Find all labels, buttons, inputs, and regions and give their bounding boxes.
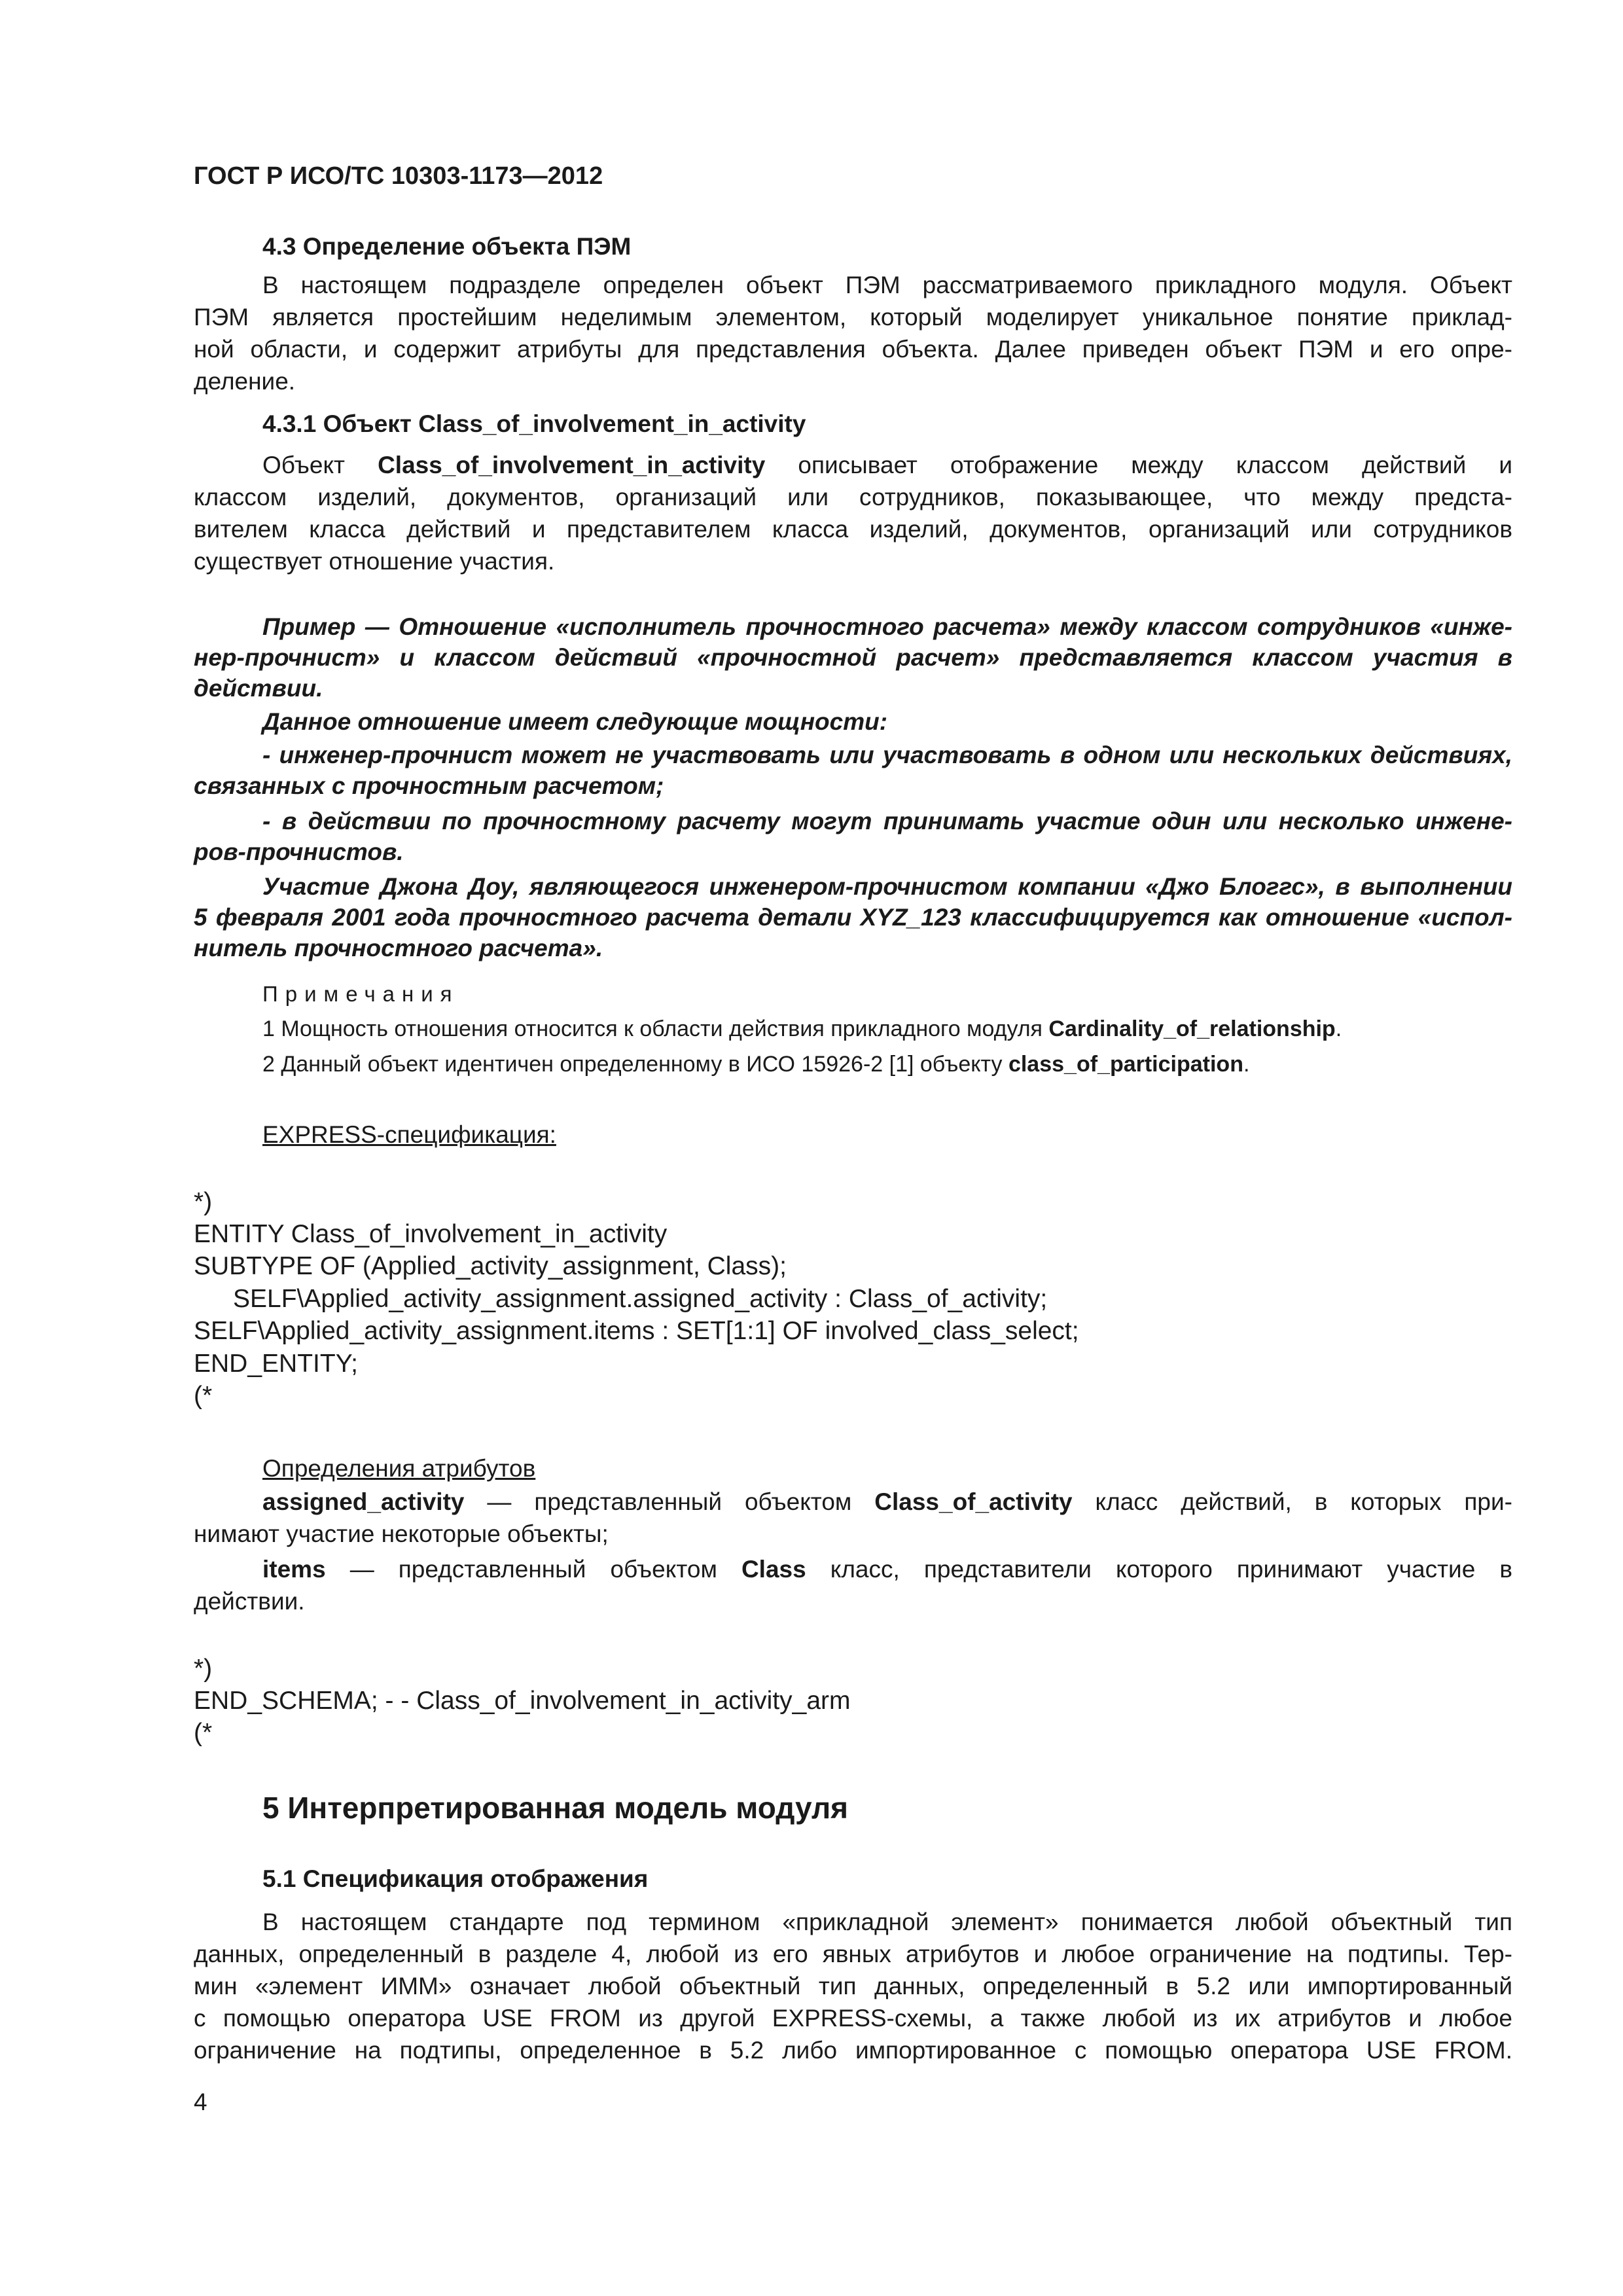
- section-5-heading: 5 Интерпретированная модель модуля: [262, 1791, 849, 1825]
- express-code-line: *): [194, 1188, 213, 1216]
- example-line: - инженер-прочнист может не участвовать или участвовать в одном или нескольких действиях,: [262, 742, 1512, 768]
- attribute-text: — представленный объектом: [325, 1556, 741, 1583]
- note-term: class_of_participation: [1008, 1052, 1243, 1077]
- express-code-line: ENTITY Class_of_involvement_in_activity: [194, 1220, 668, 1248]
- attribute-term: items: [262, 1556, 326, 1583]
- attribute-definition-line: [262, 1486, 1512, 1518]
- example-line: нер-прочнист» и классом действий «прочностной расчет» представляется классом участия в: [194, 644, 1512, 671]
- attribute-text: класс, представители которого принимают участие в: [806, 1556, 1512, 1583]
- attribute-term: assigned_activity: [262, 1488, 465, 1515]
- express-code-line: END_ENTITY;: [194, 1350, 359, 1378]
- para-text: описывает отображение между классом действий и: [798, 452, 1512, 478]
- section-5-1-para-line: данных, определенный в разделе 4, любой из его явных атрибутов и любое ограничение на подтипы. Тер-: [194, 1941, 1512, 1967]
- section-4-3-1-para-line: классом изделий, документов, организаций или сотрудников, показывающее, что между предста-: [194, 484, 1512, 511]
- attribute-definition-line: нимают участие некоторые объекты;: [194, 1520, 609, 1547]
- express-code-line: (*: [194, 1382, 213, 1410]
- note-text: 1 Мощность отношения относится к области действия прикладного модуля: [262, 1016, 1049, 1041]
- note-text: 2 Данный объект идентичен определенному в ИСО 15926-2 [1] объекту: [262, 1052, 1008, 1077]
- express-code-line: SUBTYPE OF (Applied_activity_assignment, Class);: [194, 1252, 787, 1280]
- attribute-text: класс действий, в которых при-: [1072, 1488, 1512, 1515]
- attributes-label: Определения атрибутов: [262, 1455, 536, 1482]
- attribute-definition-line: [262, 1553, 1512, 1585]
- note-term: Cardinality_of_relationship: [1048, 1016, 1336, 1041]
- section-5-1-heading: 5.1 Спецификация отображения: [262, 1865, 649, 1892]
- example-line: - в действии по прочностному расчету могут принимать участие один или несколько инжене-: [262, 808, 1512, 834]
- example-line: 5 февраля 2001 года прочностного расчета детали XYZ_123 классифицируется как отношение «испол-: [194, 904, 1512, 931]
- attribute-definition-line: действии.: [194, 1588, 305, 1615]
- schema-code-line: (*: [194, 1719, 213, 1747]
- note-end: .: [1243, 1052, 1250, 1077]
- section-4-3-para-line: ной области, и содержит атрибуты для представления объекта. Далее приведен объект ПЭМ и его опре-: [194, 336, 1512, 363]
- express-code-line: SELF\Applied_activity_assignment.assigned_activity : Class_of_activity;: [233, 1285, 1048, 1313]
- note-2: [262, 1049, 1512, 1081]
- express-spec-label: EXPRESS-спецификация:: [262, 1121, 556, 1148]
- section-5-1-para-line: В настоящем стандарте под термином «прикладной элемент» понимается любой объектный тип: [262, 1909, 1512, 1935]
- section-4-3-1-heading: [262, 408, 1512, 440]
- section-5-1-para-line: с помощью оператора USE FROM из другой EXPRESS-схемы, а также любой из их атрибутов и любое: [194, 2005, 1512, 2032]
- express-code-line: SELF\Applied_activity_assignment.items : SET[1:1] OF involved_class_select;: [194, 1317, 1079, 1345]
- heading-prefix: 4.3.1 Объект: [262, 410, 419, 437]
- heading-entity-name: Class_of_involvement_in_activity: [418, 410, 806, 437]
- section-4-3-1-para-line: вителем класса действий и представителем класса изделий, документов, организаций или сотрудников: [194, 516, 1512, 543]
- example-line: связанных с прочностным расчетом;: [194, 772, 664, 799]
- example-line: нитель прочностного расчета».: [194, 935, 603, 961]
- section-4-3-para-line: деление.: [194, 368, 296, 395]
- attribute-ref: Class: [741, 1556, 806, 1583]
- example-line: ров-прочнистов.: [194, 838, 404, 865]
- para-word: Объект: [262, 452, 345, 478]
- schema-code-line: END_SCHEMA; - - Class_of_involvement_in_activity_arm: [194, 1687, 851, 1715]
- note-end: .: [1335, 1016, 1342, 1041]
- page-number: 4: [194, 2089, 207, 2115]
- example-line: Данное отношение имеет следующие мощности:: [262, 708, 888, 735]
- schema-code-line: *): [194, 1655, 213, 1683]
- notes-title: Примечания: [262, 982, 459, 1006]
- section-4-3-1-para-line: существует отношение участия.: [194, 548, 555, 575]
- document-number-header: ГОСТ Р ИСО/ТС 10303-1173—2012: [194, 162, 603, 190]
- attribute-ref: Class_of_activity: [874, 1488, 1073, 1515]
- attribute-text: — представленный объектом: [464, 1488, 875, 1515]
- section-4-3-para-line: ПЭМ является простейшим неделимым элементом, который моделирует уникальное понятие приклад-: [194, 304, 1512, 331]
- example-line: Участие Джона Доу, являющегося инженером-прочнистом компании «Джо Блоггс», в выполнении: [262, 873, 1512, 900]
- example-line: Пример — Отношение «исполнитель прочностного расчета» между классом сотрудников «инже-: [262, 613, 1512, 640]
- section-5-1-para-line: ограничение на подтипы, определенное в 5.2 либо импортированное с помощью оператора USE FROM.: [194, 2037, 1512, 2064]
- section-4-3-para-line: В настоящем подразделе определен объект ПЭМ рассматриваемого прикладного модуля. Объект: [262, 272, 1512, 298]
- section-4-3-heading: 4.3 Определение объекта ПЭМ: [262, 233, 632, 260]
- section-5-1-para-line: мин «элемент ИММ» означает любой объектный тип данных, определенный в 5.2 или импортированный: [194, 1973, 1512, 2000]
- section-4-3-1-para-line: [262, 449, 1512, 481]
- note-1: [262, 1013, 1512, 1045]
- example-line: действии.: [194, 675, 323, 702]
- entity-name: Class_of_involvement_in_activity: [378, 452, 766, 478]
